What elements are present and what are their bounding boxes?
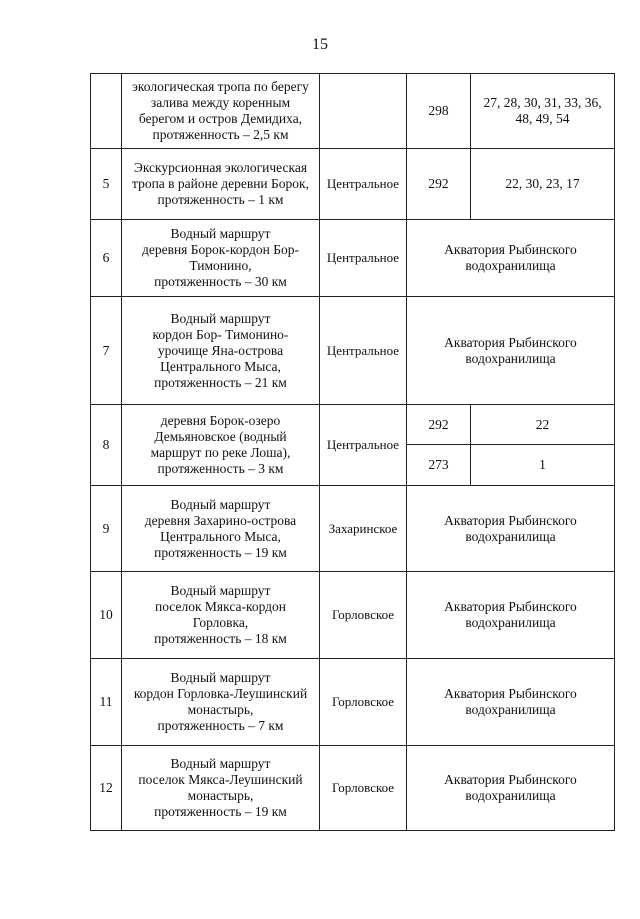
route-description: Водный маршрут деревня Борок-кордон Бор- Тимонино, протяженность – 30 км [122,220,320,297]
row-number: 8 [91,405,122,486]
quarter-cell: 292 [407,405,471,445]
row-number [91,74,122,149]
route-description: деревня Борок-озеро Демьяновское (водный маршрут по реке Лоша), протяженность – 3 км [122,405,320,486]
row-number: 6 [91,220,122,297]
table-row [91,74,615,149]
zone-cell: Горловское [320,572,407,659]
table-row [91,220,615,297]
route-description: Водный маршрут кордон Бор- Тимонино- урочище Яна-острова Центрального Мыса, протяженность – 21 км [122,297,320,405]
routes-table [90,73,615,831]
zone-cell: Центральное [320,297,407,405]
route-description: Водный маршрут деревня Захарино-острова Центрального Мыса, протяженность – 19 км [122,486,320,572]
route-description: Экскурсионная экологическая тропа в районе деревни Борок, протяженность – 1 км [122,149,320,220]
zone-cell [320,74,407,149]
area-cell: Акватория Рыбинского водохранилища [407,659,615,746]
quarter-cell: 273 [407,445,471,486]
route-description: экологическая тропа по берегу залива между коренным берегом и остров Демидиха, протяженность – 2,5 км [122,74,320,149]
plots-cell: 22, 30, 23, 17 [471,149,615,220]
area-cell: Акватория Рыбинского водохранилища [407,746,615,831]
row-number: 7 [91,297,122,405]
plots-cell: 1 [471,445,615,486]
route-description: Водный маршрут кордон Горловка-Леушинский монастырь, протяженность – 7 км [122,659,320,746]
area-cell: Акватория Рыбинского водохранилища [407,486,615,572]
plots-cell: 22 [471,405,615,445]
zone-cell: Горловское [320,659,407,746]
row-number: 12 [91,746,122,831]
quarter-cell: 292 [407,149,471,220]
table-row [91,746,615,831]
zone-cell: Центральное [320,405,407,486]
route-description: Водный маршрут поселок Мякса-Леушинский монастырь, протяженность – 19 км [122,746,320,831]
table-row [91,486,615,572]
zone-cell: Центральное [320,220,407,297]
zone-cell: Центральное [320,149,407,220]
row-number: 9 [91,486,122,572]
area-cell: Акватория Рыбинского водохранилища [407,572,615,659]
plots-cell: 27, 28, 30, 31, 33, 36, 48, 49, 54 [471,74,615,149]
route-description: Водный маршрут поселок Мякса-кордон Горловка, протяженность – 18 км [122,572,320,659]
table-row [91,405,615,445]
row-number: 10 [91,572,122,659]
table-row [91,659,615,746]
area-cell: Акватория Рыбинского водохранилища [407,220,615,297]
page-number: 15 [312,36,328,53]
zone-cell: Горловское [320,746,407,831]
area-cell: Акватория Рыбинского водохранилища [407,297,615,405]
quarter-cell: 298 [407,74,471,149]
zone-cell: Захаринское [320,486,407,572]
row-number: 5 [91,149,122,220]
table-row [91,149,615,220]
row-number: 11 [91,659,122,746]
table-row [91,572,615,659]
table-row [91,297,615,405]
